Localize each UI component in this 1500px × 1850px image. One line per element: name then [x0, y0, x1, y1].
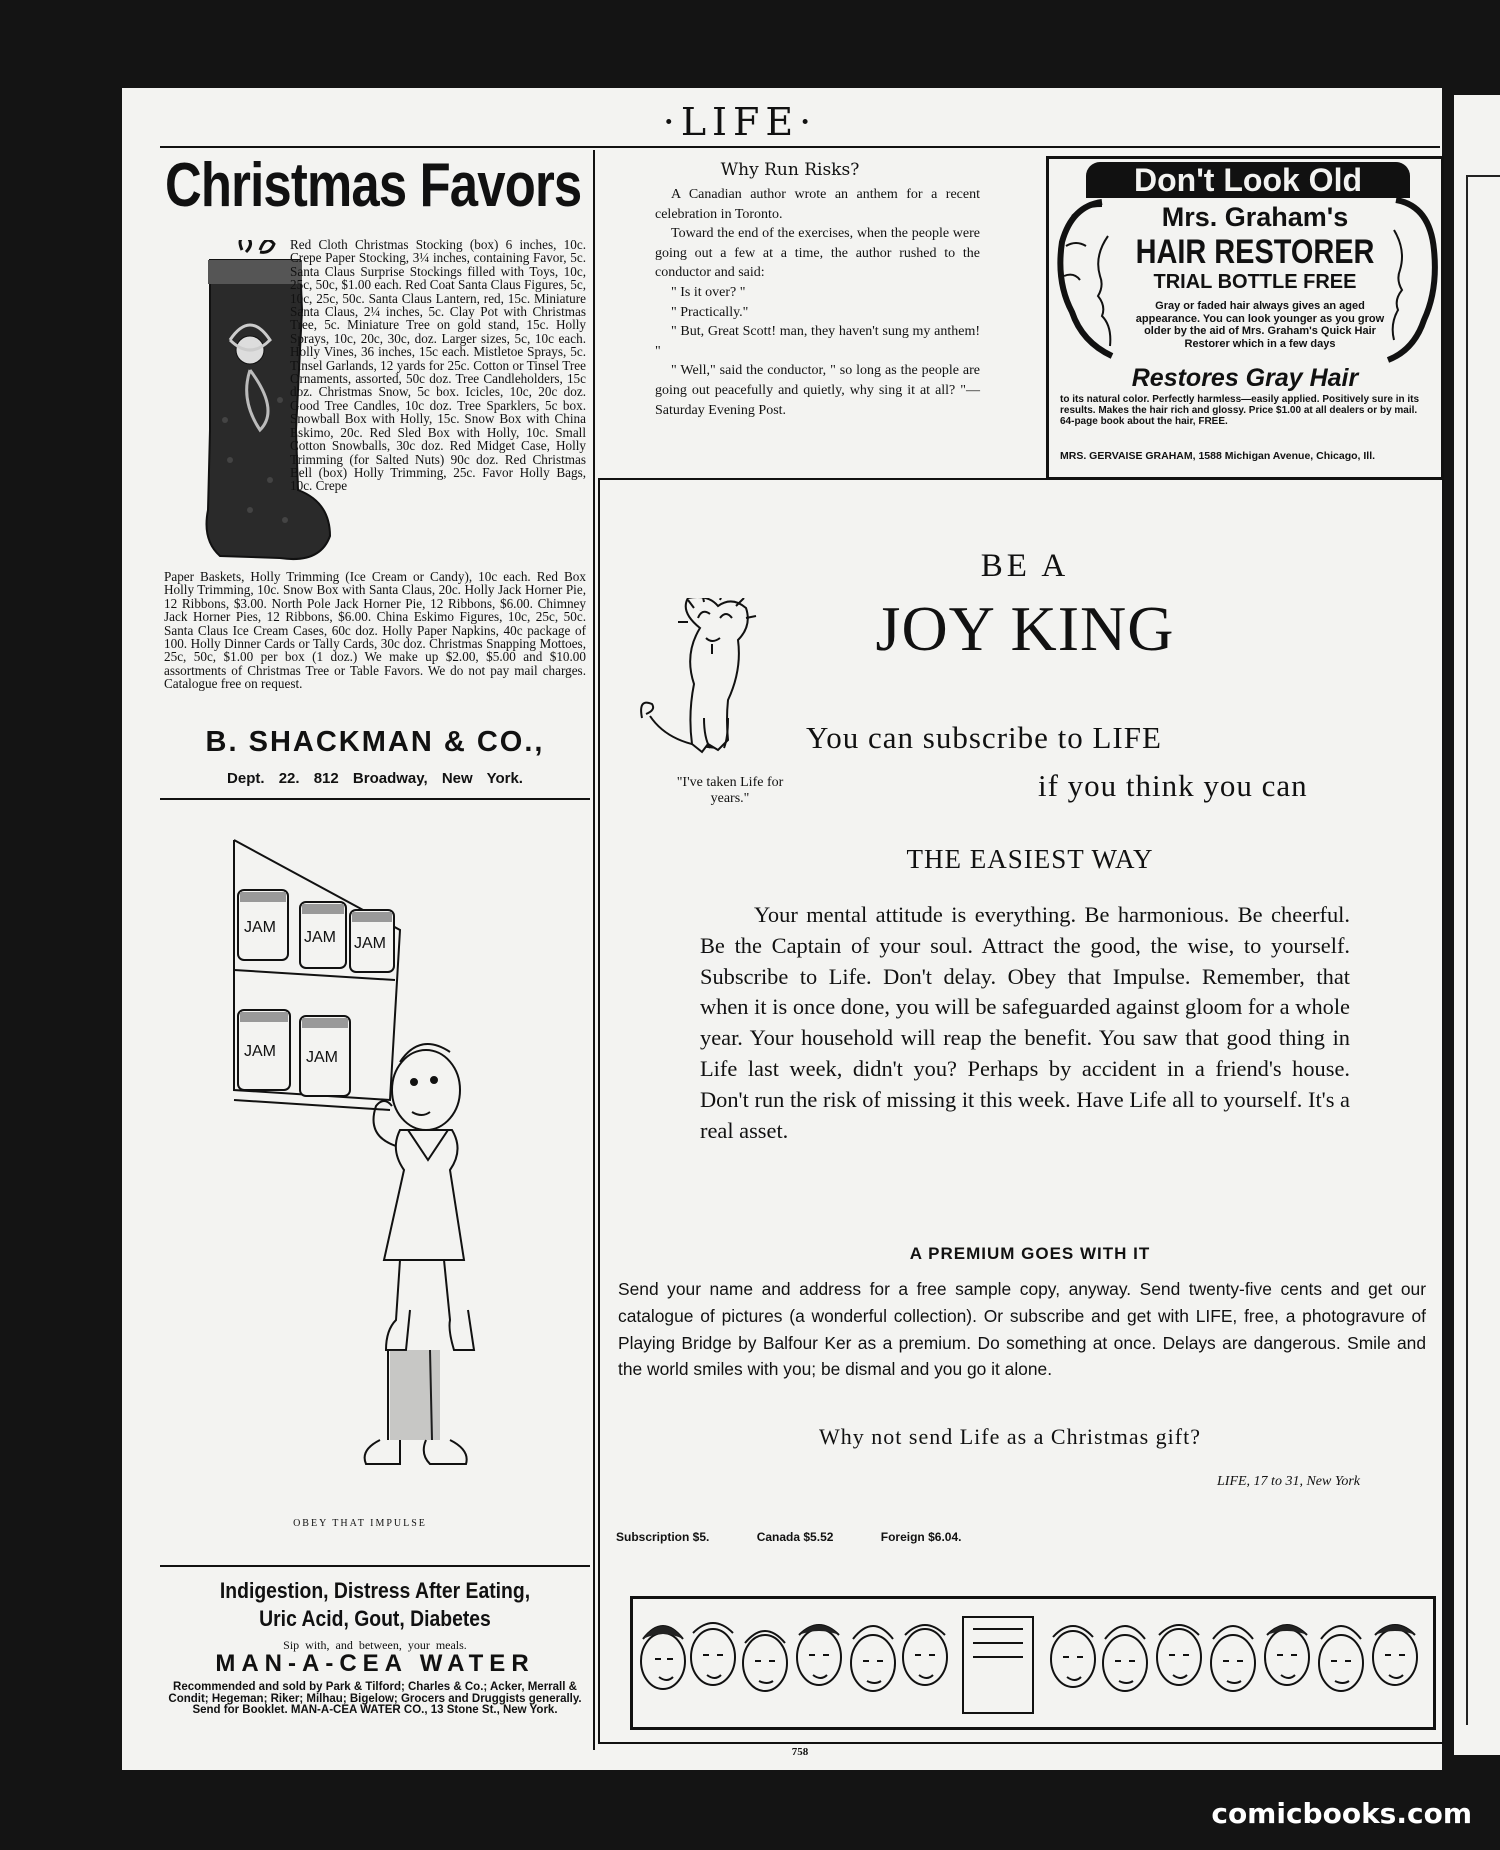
story-paragraph: " Well," said the conductor, " so long as the people are going out peacefully and quietly, why sing it at all? "—Saturday Evening Post.	[655, 363, 980, 418]
hair-ad-blurb: Gray or faded hair always gives an aged appearance. You can look younger as you grow older by the aid of Mrs. Graham's Quick Hair Restorer which in a few days	[1135, 300, 1385, 350]
hair-ad-address: MRS. GERVAISE GRAHAM, 1588 Michigan Avenue, Chicago, Ill.	[1060, 450, 1376, 462]
price-subscription: Subscription $5.	[616, 1530, 710, 1544]
shackman-company-name: B. SHACKMAN & CO.,	[205, 726, 545, 758]
story-paragraph: " Is it over? "	[671, 284, 746, 300]
story-body	[655, 185, 980, 420]
shackman-address: Dept. 22. 812 Broadway, New York.	[227, 770, 523, 787]
christmas-favors-list-continued: Paper Baskets, Holly Trimming (Ice Cream or Candy), 10c each. Red Box Holly Trimming, 10c. Snow Box with Santa Claus, 20c. Holly Jack Horner Pie, 12 Ribbons, $3.00. North Pole Jack Horner Pie, 12 Ribbons, $6.00. Chimney Jack Horner Pies, 12 Ribbons, $6.00. China Eskimo Figures, 10c, 25c, 50c. Santa Claus Ice Cream Cases, 60c doz. Holly Paper Napkins, 40c package of 100. Holly Dinner Cards or Tally Cards, 30c doz. Christmas Snapping Mottoes, 25c, 50c, $1.00 per box (1 doz.) We make up $2.00, $5.00 and $10.00 assortments of Christmas Tree or Table Favors. We do not pay mail charges. Catalogue free on request.	[164, 569, 586, 692]
price-foreign: Foreign $6.04.	[880, 1530, 962, 1544]
premium-body: Send your name and address for a free sample copy, anyway. Send twenty-five cents and get our catalogue of pictures (a wonderful collection). Or subscribe and get with LIFE, free, a photogravure of Playing Bridge by Balfour Ker as a premium. Do something at once. Delays are dangerous. Smile and the world smiles with you; be dismal and you go it alone.	[618, 1279, 1426, 1380]
cartoon-caption: OBEY THAT IMPULSE	[293, 1518, 427, 1529]
story-paragraph: " Practically."	[671, 304, 749, 320]
story-title: Why Run Risks?	[720, 160, 860, 180]
christmas-favors-list: Red Cloth Christmas Stocking (box) 6 inches, 10c. Crepe Paper Stocking, 3¼ inches, containing Favor, 5c. Santa Claus Surprise Stockings filled with Toys, 10c, 25c, 50c, $1.00 each. Red Coat Santa Claus Figures, 5c, 10c, 25c, 50c. Santa Claus Lantern, red, 15c. Miniature Santa Claus, 2¼ inches, 5c. Clay Pot with Christmas Tree, 5c. Miniature Tree on gold stand, 15c. Holly Sprays, 10c, 20c, 30c, doz. Larger sizes, 5c, 10c each. Holly Vines, 36 inches, 15c each. Mistletoe Sprays, 5c. Tinsel Garlands, 12 yards for 25c. Cotton or Tinsel Tree Ornaments, assorted, 50c doz. Tree Candleholders, 15c doz. Christmas Snow, 5c box. Icicles, 10c, 20c doz. Good Tree Candles, 10c doz. Tree Sparklers, 5c box. Snowball Box with Holly, 15c. Snow Box with China Eskimo, 20c. Red Sled Box with Holly, 10c. Small Cotton Snowballs, 30c doz. Red Midget Case, Holly Trimming (for Salted Nuts) 90c doz. Red Christmas Bell (box) Holly Trimming, 25c. Favor Holly Bags, 10c. Crepe	[290, 237, 586, 494]
lion-illustration	[620, 598, 790, 773]
manacea-brand: MAN-A-CEA WATER	[215, 1650, 535, 1677]
manacea-fine-print: Recommended and sold by Park & Tilford; Charles & Co.; Acker, Merrall & Condit; Hegeman; Riker; Milhau; Bigelow; Grocers and Druggists generally. Send for Booklet. MAN-A-CEA WATER CO., 13 Stone St., New York.	[168, 1681, 582, 1716]
hair-ad-tagline: Restores Gray Hair	[1131, 364, 1359, 392]
cartoon-bottom-rule	[160, 1565, 590, 1567]
facing-page-rule	[1466, 175, 1468, 1725]
price-canada: Canada $5.52	[756, 1530, 834, 1544]
easiest-way-heading: THE EASIEST WAY	[906, 844, 1154, 874]
caricature-faces-illustration	[633, 1599, 1433, 1727]
hair-ad-offer: TRIAL BOTTLE FREE	[1153, 271, 1357, 293]
subscribe-line-2: if you think you can	[1038, 768, 1308, 803]
manacea-line-1: Indigestion, Distress After Eating,	[219, 1578, 531, 1603]
christmas-gift-line: Why not send Life as a Christmas gift?	[819, 1424, 1201, 1449]
watermark: comicbooks.com	[1211, 1797, 1472, 1830]
jam-label: JAM	[306, 1049, 338, 1066]
story-paragraph: Toward the end of the exercises, when the people were going out a few at a time, the author rushed to the conductor and said:	[655, 226, 980, 281]
life-address: LIFE, 17 to 31, New York	[1217, 1474, 1360, 1489]
caricature-faces-banner	[630, 1596, 1436, 1730]
column-divider	[593, 150, 595, 1750]
jam-label: JAM	[244, 919, 276, 936]
subscription-prices	[616, 1530, 1116, 1544]
favors-bottom-rule	[160, 798, 590, 800]
joy-king-be-a: BE A	[980, 548, 1070, 584]
jam-label: JAM	[304, 929, 336, 946]
lion-caption: "I've taken Life for years."	[676, 775, 784, 806]
masthead: ·LIFE·	[662, 100, 818, 144]
subscribe-line-1: You can subscribe to LIFE	[806, 720, 1162, 755]
boy-and-jam-cartoon	[220, 830, 560, 1510]
easiest-way-body: Your mental attitude is everything. Be harmonious. Be cheerful. Be the Captain of your soul. Attract the good, the wise, to yourself. Subscribe to Life. Don't delay. Obey that Impulse. Remember, that when it is once done, you will be safeguarded against gloom for a whole year. Your household will reap the benefit. You saw that good thing in Life last week, didn't you? Perhaps by accident in a friend's house. Don't run the risk of missing it this week. Have Life all to yourself. It's a real asset.	[700, 902, 1350, 1143]
masthead-rule	[160, 146, 1440, 148]
story-paragraph: A Canadian author wrote an anthem for a recent celebration in Toronto.	[655, 187, 980, 222]
manacea-line-3: Sip with, and between, your meals.	[283, 1638, 467, 1652]
hair-ad-product: HAIR RESTORER	[1135, 233, 1375, 271]
story-paragraph: " But, Great Scott! man, they haven't sung my anthem! "	[655, 324, 980, 359]
hair-ad-brand: Mrs. Graham's	[1161, 202, 1349, 232]
facing-page-edge	[1454, 95, 1500, 1755]
joy-king-headline: JOY KING	[875, 593, 1175, 664]
facing-page-top-rule	[1466, 175, 1500, 177]
hair-ad-headline: Don't Look Old	[1086, 162, 1410, 198]
christmas-favors-title: Christmas Favors	[165, 151, 582, 220]
premium-heading: A PREMIUM GOES WITH IT	[909, 1244, 1151, 1263]
page-number: 758	[791, 1746, 809, 1758]
hair-ad-fine-print: to its natural color. Perfectly harmless—easily applied. Positively sure in its results. Makes the hair rich and glossy. Price $1.00 at all dealers or by mail. 64-page book about the hair, FREE.	[1060, 394, 1420, 427]
manacea-line-2: Uric Acid, Gout, Diabetes	[259, 1606, 491, 1631]
jam-label: JAM	[354, 935, 386, 952]
jam-label: JAM	[244, 1043, 276, 1060]
